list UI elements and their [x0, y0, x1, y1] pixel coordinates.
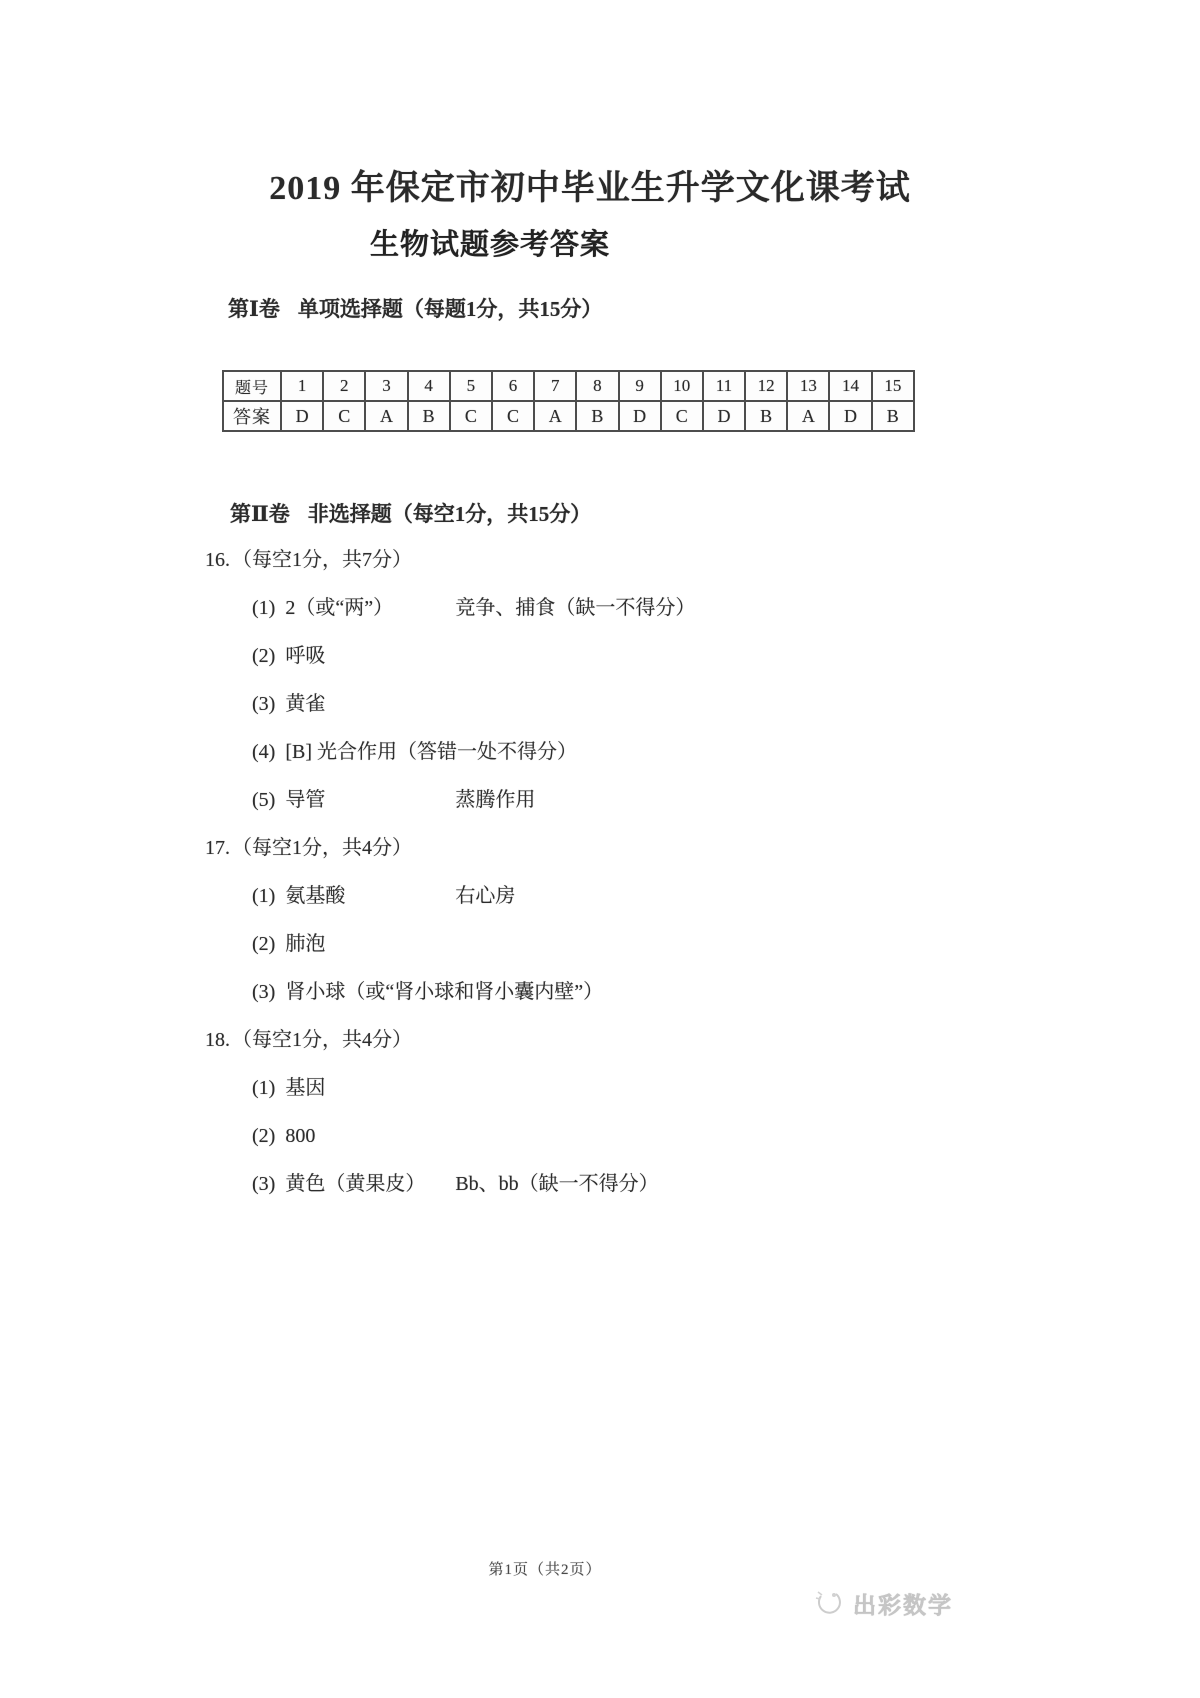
question-number: 18.: [205, 1029, 230, 1051]
question-number-cell: 10: [661, 371, 703, 401]
answer-text-secondary: Bb、bb（缺一不得分）: [455, 1173, 659, 1195]
question-number-cell: 9: [619, 371, 661, 401]
question-block: [205, 550, 1005, 811]
answer-text: 2（或“两”）: [285, 597, 394, 619]
answer-text: 肾小球（或“肾小球和肾小囊内壁”）: [285, 981, 604, 1003]
answer-line: [252, 1126, 1005, 1147]
answer-cell: D: [829, 401, 871, 431]
answer-text: 肺泡: [285, 933, 326, 955]
question-number-cell: 1: [281, 371, 323, 401]
answer-text: 呼吸: [285, 645, 326, 667]
answer-item-label: (5): [252, 789, 276, 811]
question-block: [205, 1030, 1005, 1195]
question-number-cell: 3: [365, 371, 407, 401]
answer-cell: B: [745, 401, 787, 431]
question-number-cell: 4: [408, 371, 450, 401]
page-number: 第1页（共2页）: [488, 1562, 602, 1578]
answer-text: [B] 光合作用（答错一处不得分）: [285, 741, 577, 763]
answer-line: [252, 886, 1005, 907]
answer-text: 导管: [285, 789, 326, 811]
answer-item-label: (3): [252, 981, 276, 1003]
question-number-cell: 12: [745, 371, 787, 401]
answer-text-secondary: 蒸腾作用: [455, 789, 536, 811]
answer-item-label: (1): [252, 885, 276, 907]
answer-text: 黄雀: [285, 693, 326, 715]
section1-label: 第Ⅰ卷: [228, 297, 280, 321]
watermark: [812, 1586, 953, 1620]
answer-line: [252, 598, 1005, 619]
answer-text: 氨基酸: [285, 885, 346, 907]
answer-item-label: (2): [252, 645, 276, 667]
answer-item-label: (2): [252, 1125, 276, 1147]
question-heading: [205, 1030, 1005, 1051]
answer-item-label: (4): [252, 741, 276, 763]
question-number-cell: 2: [323, 371, 365, 401]
question-number-cell: 11: [703, 371, 745, 401]
watermark-text: 出彩数学: [853, 1592, 953, 1618]
answer-item-label: (3): [252, 693, 276, 715]
section2-title: 非选择题（每空1分，共15分）: [307, 502, 592, 526]
answer-item-label: (1): [252, 597, 276, 619]
answer-cell: B: [408, 401, 450, 431]
answer-line: [252, 694, 1005, 715]
questions-list: [205, 550, 1005, 1222]
question-points-note: （每空1分，共4分）: [232, 837, 412, 859]
section2-label: 第Ⅱ卷: [230, 502, 290, 526]
answer-item-label: (1): [252, 1077, 276, 1099]
document-subtitle: 生物试题参考答案: [370, 229, 611, 261]
answer-text-secondary: 竞争、捕食（缺一不得分）: [455, 597, 696, 619]
answer-text-secondary: 右心房: [455, 885, 516, 907]
answer-line: [252, 982, 1005, 1003]
answer-item-label: (3): [252, 1173, 276, 1195]
section2-heading: [230, 498, 591, 528]
document-title: 2019 年保定市初中毕业生升学文化课考试: [269, 170, 911, 207]
question-heading: [205, 838, 1005, 859]
answer-table: [222, 370, 915, 432]
answer-cell: C: [450, 401, 492, 431]
watermark-logo-icon: [812, 1586, 846, 1620]
answer-line: [252, 646, 1005, 667]
answer-table-number-row: [223, 371, 914, 401]
answer-row-header: 答案: [223, 401, 281, 431]
number-row-header: 题号: [223, 371, 281, 401]
answer-text: 黄色（黄果皮）: [285, 1173, 426, 1195]
question-number-cell: 6: [492, 371, 534, 401]
section1-heading: [228, 293, 602, 323]
answer-item-label: (2): [252, 933, 276, 955]
answer-line: [252, 1174, 1005, 1195]
answer-cell: A: [534, 401, 576, 431]
answer-line: [252, 742, 1005, 763]
answer-line: [252, 790, 1005, 811]
answer-table-answer-row: [223, 401, 914, 431]
answer-cell: B: [872, 401, 914, 431]
section1-title: 单项选择题（每题1分，共15分）: [297, 297, 603, 321]
question-number-cell: 14: [829, 371, 871, 401]
question-number-cell: 5: [450, 371, 492, 401]
question-points-note: （每空1分，共4分）: [232, 1029, 412, 1051]
question-number: 16.: [205, 549, 230, 571]
answer-line: [252, 1078, 1005, 1099]
answer-text: 基因: [285, 1077, 326, 1099]
question-number: 17.: [205, 837, 230, 859]
answer-line: [252, 934, 1005, 955]
answer-text: 800: [285, 1125, 316, 1147]
question-block: [205, 838, 1005, 1003]
question-number-cell: 8: [576, 371, 618, 401]
answer-cell: C: [323, 401, 365, 431]
answer-cell: D: [703, 401, 745, 431]
answer-cell: B: [576, 401, 618, 431]
answer-cell: D: [619, 401, 661, 431]
answer-cell: A: [787, 401, 829, 431]
question-number-cell: 7: [534, 371, 576, 401]
answer-cell: D: [281, 401, 323, 431]
answer-cell: C: [492, 401, 534, 431]
answer-cell: C: [661, 401, 703, 431]
question-number-cell: 15: [872, 371, 914, 401]
question-points-note: （每空1分，共7分）: [232, 549, 412, 571]
answer-cell: A: [365, 401, 407, 431]
question-heading: [205, 550, 1005, 571]
question-number-cell: 13: [787, 371, 829, 401]
